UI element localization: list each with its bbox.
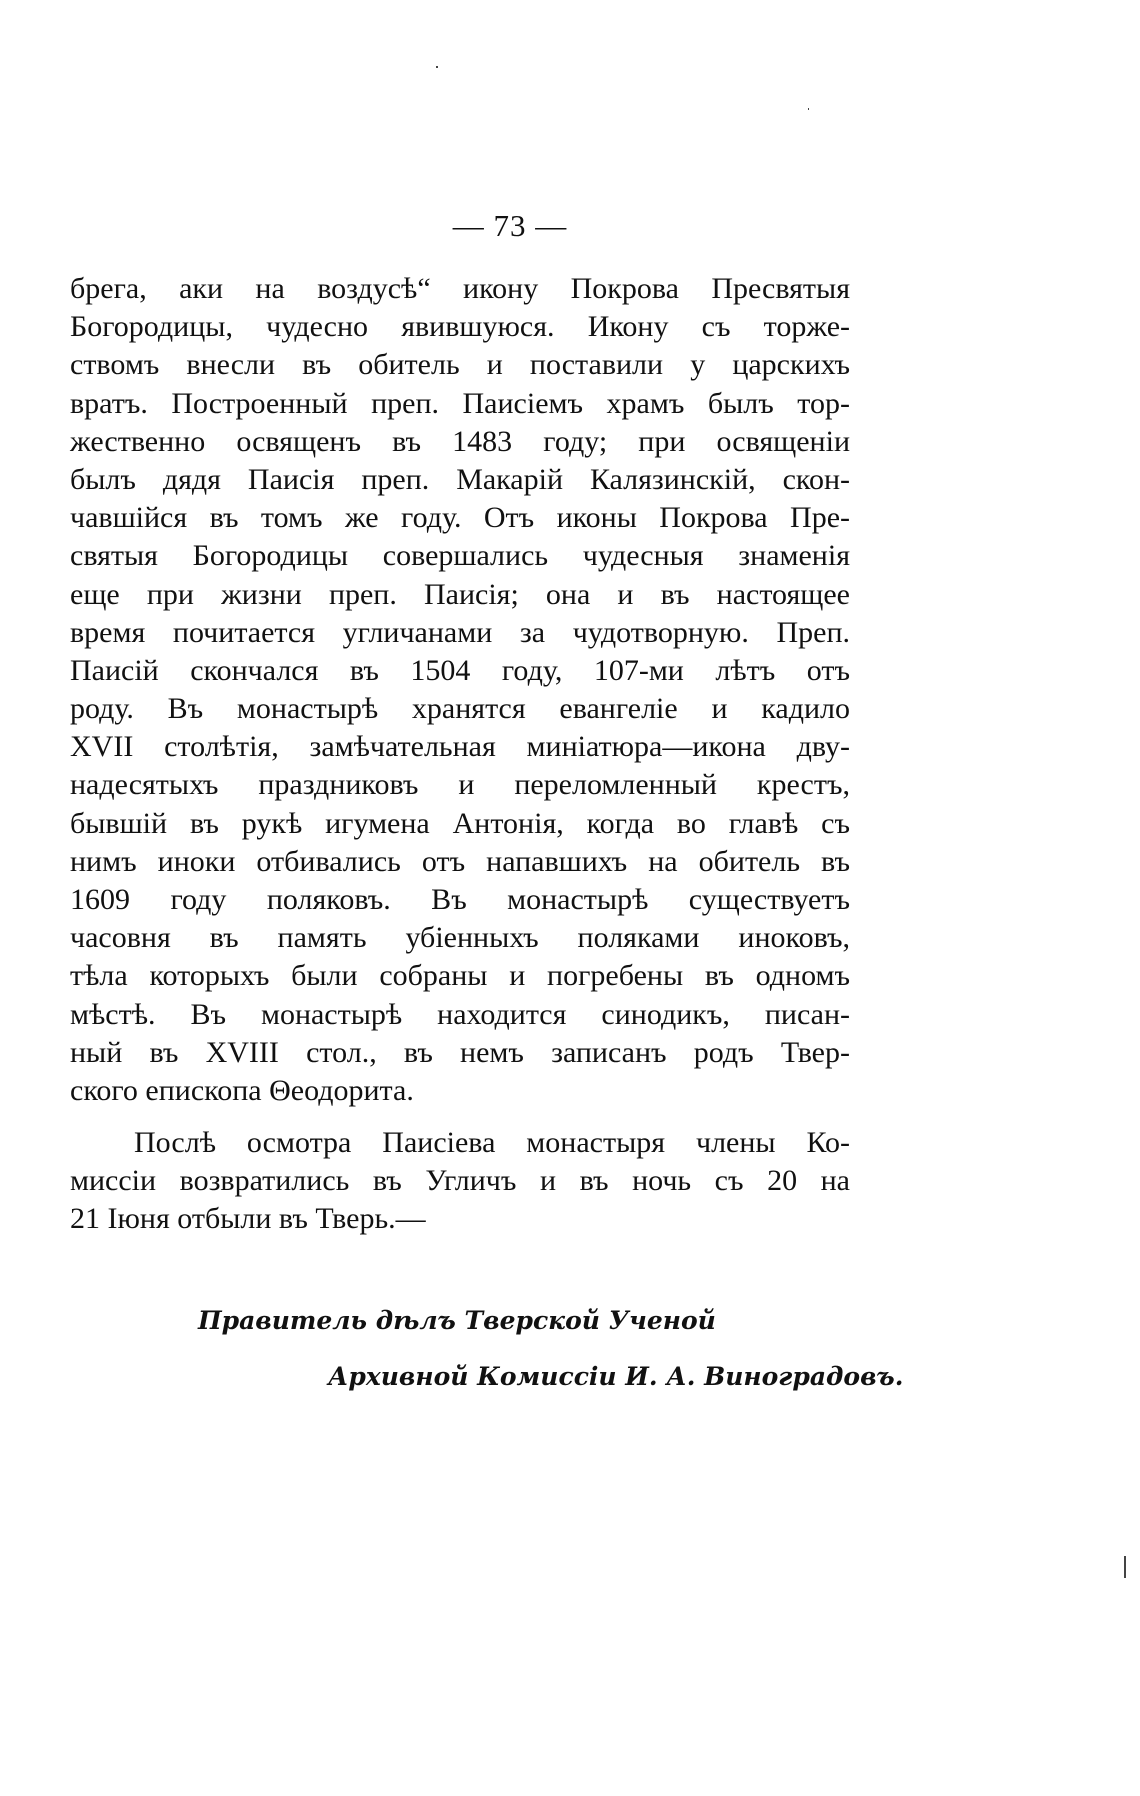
paragraph-1: [70, 270, 850, 1110]
text-line: бывшій въ рукѣ игумена Антонія, когда во главѣ съ: [70, 806, 850, 840]
text-line: Послѣ осмотра Паисіева монастыря члены Ко-: [134, 1126, 850, 1159]
signature-line-2: Архивной Комиссіи И. А. Виноградовъ.: [328, 1362, 904, 1391]
text-line: Паисій скончался въ 1504 году, 107-ми лѣтъ отъ: [70, 653, 850, 687]
text-line: роду. Въ монастырѣ хранятся евангеліе и кадило: [70, 692, 850, 726]
text-line: мѣстѣ. Въ монастырѣ находится синодикъ, писан-: [70, 997, 850, 1031]
text-line: 1609 году поляковъ. Въ монастырѣ существуетъ: [70, 883, 850, 916]
text-line: Богородицы, чудесно явившуюся. Икону съ торже-: [70, 310, 850, 344]
text-line: жественно освященъ въ 1483 году; при освященіи: [70, 424, 850, 458]
signature-line-1: Правитель дѣлъ Тверской Ученой: [198, 1306, 716, 1335]
scan-speck: [808, 108, 809, 110]
scan-speck: [436, 66, 438, 68]
text-line: часовня въ память убіенныхъ поляками иноковъ,: [70, 921, 850, 955]
text-line: 21 Іюня отбыли въ Тверь.—: [70, 1202, 426, 1236]
text-line: время почитается угличанами за чудотворную. Преп.: [70, 615, 850, 649]
text-line: ствомъ внесли въ обитель и поставили у царскихъ: [70, 348, 850, 382]
paragraph-2: [70, 1124, 850, 1239]
text-line: XVII столѣтія, замѣчательная миніатюра—икона дву-: [70, 730, 850, 764]
scan-speck: [1124, 1556, 1126, 1578]
text-line: святыя Богородицы совершались чудесныя знаменія: [70, 539, 850, 573]
text-line: ского епископа Θеодорита.: [70, 1073, 414, 1107]
text-line: вратъ. Построенный преп. Паисіемъ храмъ былъ тор-: [70, 386, 850, 420]
text-line: нимъ иноки отбивались отъ напавшихъ на обитель въ: [70, 844, 850, 878]
text-line: брега, аки на воздусѣ“ икону Покрова Пресвятыя: [70, 272, 850, 305]
text-line: еще при жизни преп. Паисія; она и въ настоящее: [70, 577, 850, 611]
text-line: надесятыхъ праздниковъ и переломленный крестъ,: [70, 768, 850, 802]
page-number: — 73 —: [452, 208, 568, 243]
text-line: тѣла которыхъ были собраны и погребены въ одномъ: [70, 959, 850, 993]
text-line: былъ дядя Паисія преп. Макарій Калязинскій, скон-: [70, 462, 850, 496]
text-line: ный въ XVIII стол., въ немъ записанъ родъ Твер-: [70, 1035, 850, 1069]
text-line: чавшійся въ томъ же году. Отъ иконы Покрова Пре-: [70, 501, 850, 535]
text-line: миссіи возвратились въ Угличъ и въ ночь съ 20 на: [70, 1164, 850, 1198]
